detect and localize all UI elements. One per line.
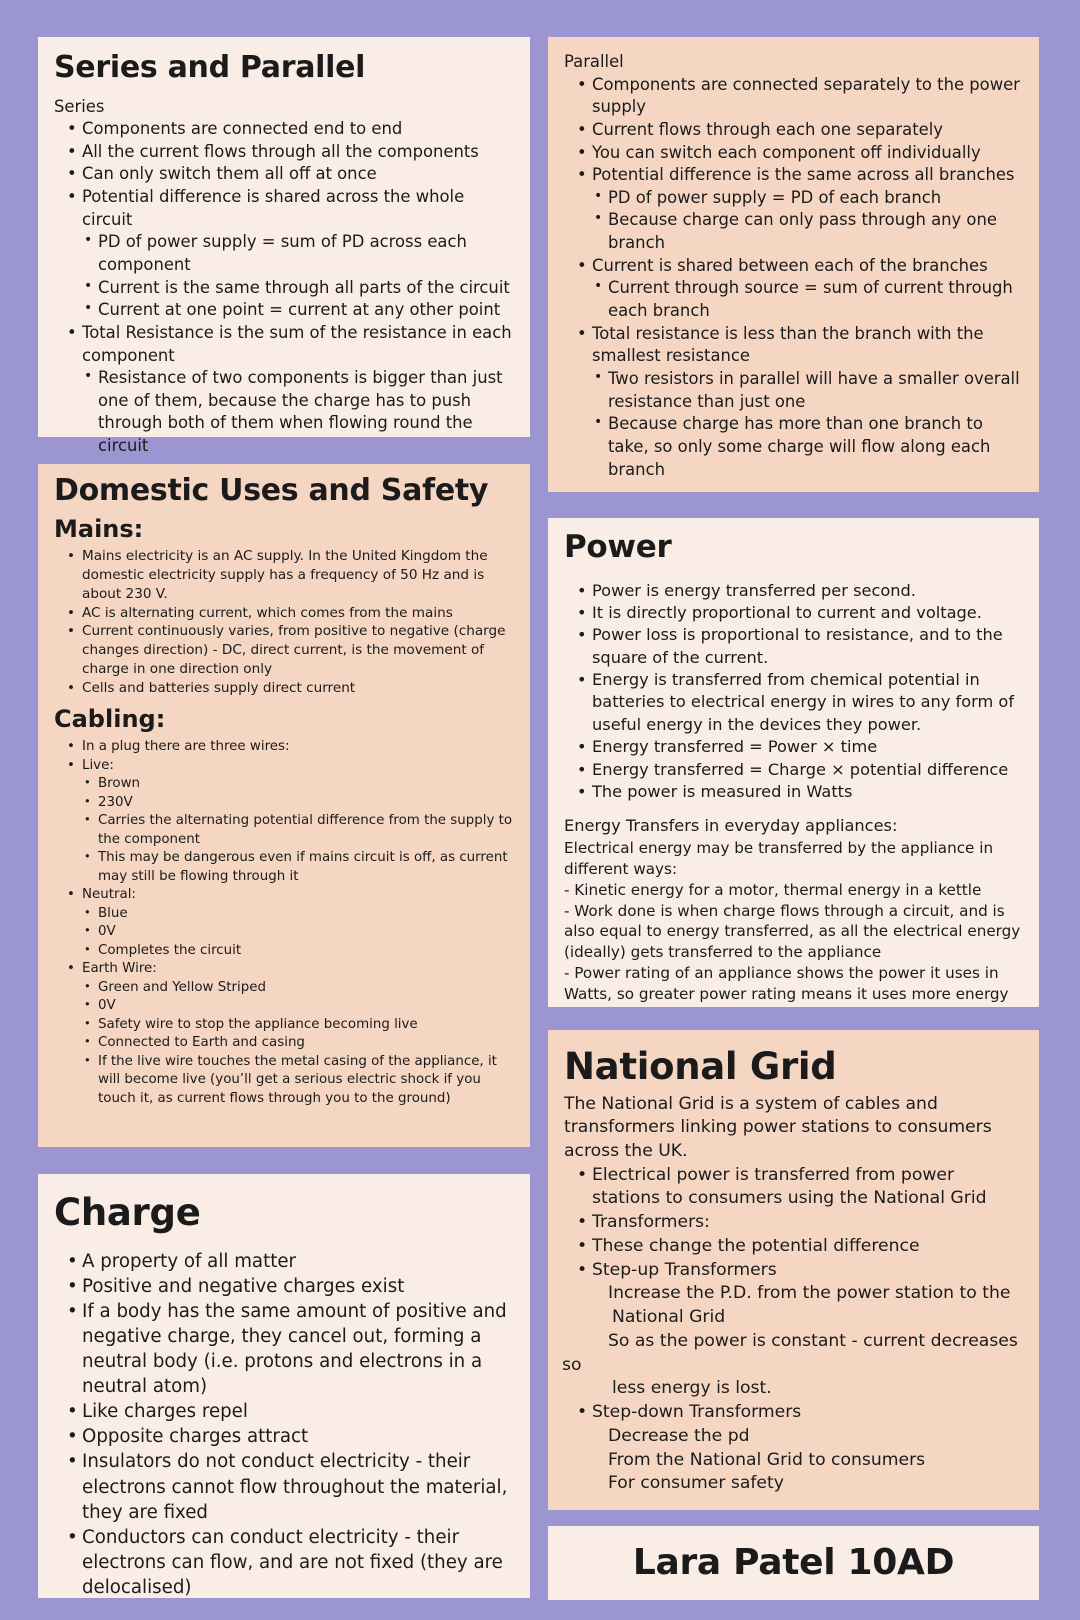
list-item: • Can only switch them all off at once [54, 163, 516, 186]
domestic-card [38, 464, 530, 1147]
domestic-title: Domestic Uses and Safety [54, 473, 489, 508]
list-item: • Current flows through each one separately [564, 119, 1025, 142]
list-item: • Energy transferred = Charge × potential difference [564, 759, 1025, 781]
list-item: • Energy transferred = Power × time [564, 736, 1025, 758]
list-item: • Components are connected separately to the power supply [564, 74, 1025, 119]
list-item: • This may be dangerous even if mains circuit is off, as current may still be flowing through it [54, 849, 516, 886]
list-item: • 230V [54, 794, 516, 813]
list-item: • Live: [54, 757, 516, 776]
list-item: • These change the potential difference [564, 1235, 1025, 1259]
list-item: • Like charges repel [54, 1399, 516, 1424]
list-item: • Two resistors in parallel will have a smaller overall resistance than just one [564, 368, 1025, 413]
list-item: • Green and Yellow Striped [54, 979, 516, 998]
author-name: Lara Patel 10AD [632, 1542, 955, 1584]
charge-list [54, 1249, 516, 1601]
list-item: Increase the P.D. from the power station to the [608, 1283, 1011, 1304]
list-item: • 0V [54, 923, 516, 942]
list-item: • The power is measured in Watts [564, 781, 1025, 803]
list-item: • Total resistance is less than the branch with the smallest resistance [564, 323, 1025, 368]
power-title: Power [564, 529, 672, 565]
national-grid-list [564, 1164, 1025, 1496]
list-item: So as the power is constant - current decreases [608, 1330, 1018, 1351]
list-item: • Because charge can only pass through any one branch [564, 209, 1025, 254]
list-item: • Neutral: [54, 886, 516, 905]
list-item: • Current at one point = current at any other point [54, 299, 516, 322]
list-item: • Potential difference is shared across the whole circuit [54, 186, 516, 231]
list-item: • Cells and batteries supply direct current [54, 679, 516, 698]
national-grid-title: National Grid [564, 1045, 837, 1088]
list-item: • Insulators do not conduct electricity - their electrons cannot flow throughout the material, they are fixed [54, 1449, 516, 1524]
list-item: • Power loss is proportional to resistance, and to the square of the current. [564, 624, 1025, 669]
list-item: • Connected to Earth and casing [54, 1034, 516, 1053]
list-item: • Current is shared between each of the branches [564, 255, 1025, 278]
transfer-line: - Power rating of an appliance shows the power it uses in Watts, so greater power rating means it uses more energy [564, 964, 1009, 1004]
list-item: • Brown [54, 775, 516, 794]
transfer-line: - Work done is when charge flows through a circuit, and is also equal to energy transferred, as all the electrical energy (ideally) gets transferred to the appliance [564, 901, 1021, 962]
list-item: • AC is alternating current, which comes from the mains [54, 604, 516, 623]
list-item: • Conductors can conduct electricity - their electrons can flow, and are not fixed (they are delocalised) [54, 1525, 516, 1600]
list-item: For consumer safety [608, 1473, 784, 1494]
list-item: • Mains electricity is an AC supply. In the United Kingdom the domestic electricity supply has a frequency of 50 Hz and is about 230 V. [54, 547, 516, 603]
parallel-label: Parallel [564, 52, 624, 71]
list-item: • Step-down Transformers [564, 1401, 1025, 1425]
list-item: • Positive and negative charges exist [54, 1274, 516, 1299]
list-item: • Potential difference is the same across all branches [564, 164, 1025, 187]
cabling-list [54, 738, 516, 1108]
list-item: • Safety wire to stop the appliance becoming live [54, 1016, 516, 1035]
list-item: • Completes the circuit [54, 942, 516, 961]
list-item: Decrease the pd [608, 1425, 750, 1446]
transfer-line: - Kinetic energy for a motor, thermal energy in a kettle [564, 880, 982, 899]
series-parallel-title: Series and Parallel [54, 50, 366, 85]
list-item: • Electrical power is transferred from power stations to consumers using the National Grid [564, 1164, 1025, 1211]
list-item: less energy is lost. [612, 1378, 772, 1399]
list-item: • Carries the alternating potential difference from the supply to the component [54, 812, 516, 849]
list-item: • PD of power supply = sum of PD across each component [54, 231, 516, 276]
list-item: • Resistance of two components is bigger than just one of them, because the charge has to push through both of them when flowing round the circuit [54, 367, 516, 458]
list-item: • Transformers: [564, 1211, 1025, 1235]
list-item: • Power is energy transferred per second. [564, 580, 1025, 602]
list-item: • Blue [54, 905, 516, 924]
list-item: • Energy is transferred from chemical potential in batteries to electrical energy in wires to any form of useful energy in the devices they power. [564, 669, 1025, 736]
parallel-card [548, 37, 1039, 492]
charge-card [38, 1174, 530, 1598]
power-card [548, 518, 1039, 1007]
author-card [548, 1526, 1039, 1600]
series-card [38, 37, 530, 456]
list-item: so [562, 1354, 582, 1375]
list-item: • Because charge has more than one branch to take, so only some charge will flow along each branch [564, 413, 1025, 481]
series-label: Series [54, 96, 105, 116]
list-item: • Step-up Transformers [564, 1259, 1025, 1283]
series-list [54, 118, 516, 458]
mains-heading: Mains: [54, 514, 144, 543]
list-item: • If the live wire touches the metal casing of the appliance, it will become live (you’ll get a serious electric shock if you touch it, as current flows through you to the ground) [54, 1053, 516, 1109]
list-item: • 0V [54, 997, 516, 1016]
national-grid-card [548, 1030, 1039, 1510]
energy-transfers-text [564, 838, 1025, 1006]
cabling-heading: Cabling: [54, 705, 166, 734]
power-list [564, 580, 1025, 804]
list-item: • Current is the same through all parts of the circuit [54, 277, 516, 300]
list-item: • Current through source = sum of current through each branch [564, 277, 1025, 322]
transfer-line: Electrical energy may be transferred by the appliance in different ways: [564, 838, 994, 878]
list-item: • Components are connected end to end [54, 118, 516, 141]
list-item: • You can switch each component off individually [564, 142, 1025, 165]
list-item: • Opposite charges attract [54, 1424, 516, 1449]
list-item: • PD of power supply = PD of each branch [564, 187, 1025, 210]
national-grid-intro: The National Grid is a system of cables and transformers linking power stations to consumers across the UK. [564, 1093, 992, 1162]
list-item: • Earth Wire: [54, 960, 516, 979]
list-item: National Grid [612, 1307, 726, 1328]
list-item: • All the current flows through all the components [54, 141, 516, 164]
parallel-list [564, 74, 1025, 482]
mains-list [54, 547, 516, 697]
list-item: • It is directly proportional to current and voltage. [564, 602, 1025, 624]
list-item: • Total Resistance is the sum of the resistance in each component [54, 322, 516, 367]
list-item: • Current continuously varies, from positive to negative (charge changes direction) - DC, direct current, is the movement of charge in one direction only [54, 622, 516, 678]
charge-title: Charge [54, 1191, 201, 1234]
energy-transfers-heading: Energy Transfers in everyday appliances: [564, 816, 898, 836]
list-item: From the National Grid to consumers [608, 1449, 926, 1470]
list-item: • A property of all matter [54, 1249, 516, 1274]
list-item: • In a plug there are three wires: [54, 738, 516, 757]
list-item: • If a body has the same amount of positive and negative charge, they cancel out, forming a neutral body (i.e. protons and electrons in a neutral atom) [54, 1299, 516, 1399]
